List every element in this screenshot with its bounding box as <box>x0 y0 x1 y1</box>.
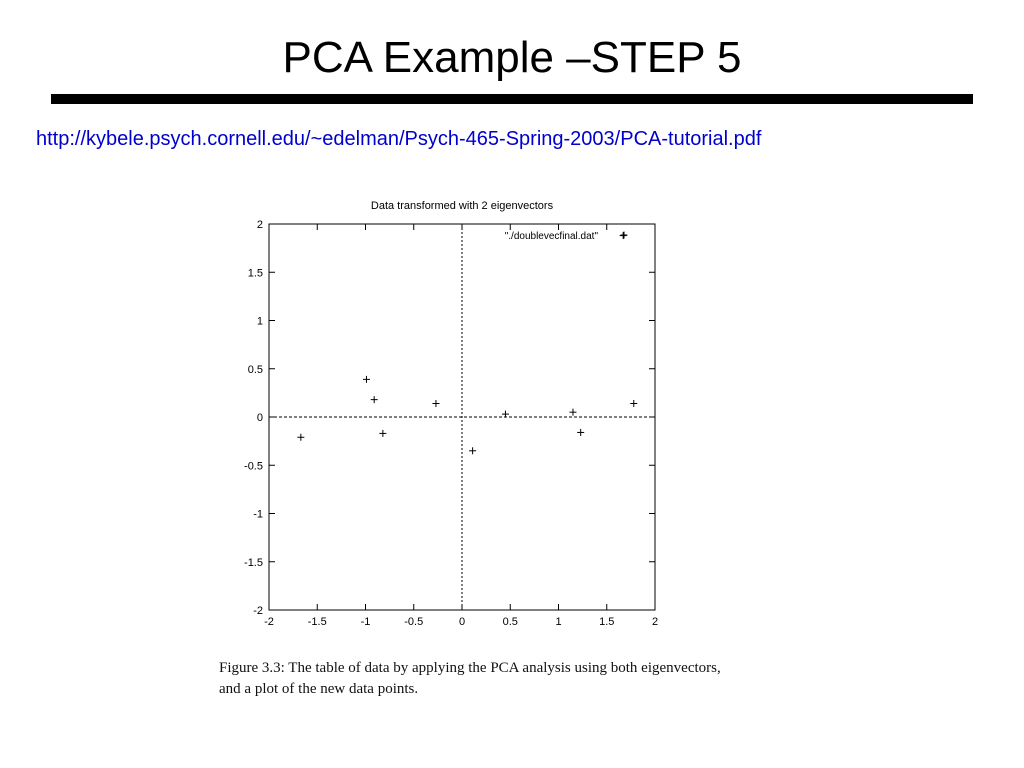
y-tick-label: 0 <box>256 412 263 424</box>
data-point <box>577 429 584 436</box>
y-tick-label: 1.5 <box>247 267 263 280</box>
data-point <box>363 376 370 383</box>
ticks-layer <box>244 219 658 628</box>
scatter-chart <box>220 190 680 640</box>
data-point <box>469 447 476 454</box>
x-tick-label: 2 <box>651 616 659 628</box>
data-point <box>379 430 386 437</box>
data-point <box>502 411 509 418</box>
legend <box>505 231 628 242</box>
chart-title: Data transformed with 2 eigenvectors <box>370 200 554 212</box>
points-layer <box>297 232 637 454</box>
y-tick-label: -1 <box>253 508 263 521</box>
x-tick-label: -1 <box>360 616 371 628</box>
data-point <box>432 400 439 407</box>
x-tick-label: 0.5 <box>502 616 518 628</box>
x-tick-label: -1.5 <box>307 616 327 628</box>
data-point <box>371 396 378 403</box>
y-tick-label: 0.5 <box>247 363 263 376</box>
data-point <box>620 232 627 239</box>
figure-caption <box>219 658 859 700</box>
y-tick-label: -0.5 <box>244 460 263 473</box>
chart-svg <box>220 190 680 640</box>
x-tick-label: -2 <box>264 616 274 628</box>
y-tick-label: -1.5 <box>244 556 263 569</box>
y-tick-label: -2 <box>253 605 263 617</box>
x-tick-label: 1 <box>555 616 562 628</box>
legend-label: "./doublevecfinal.dat" <box>504 231 598 242</box>
data-point <box>297 434 304 441</box>
caption-line-2: and a plot of the new data points. <box>219 681 419 697</box>
data-point <box>569 409 576 416</box>
zero-axes-layer <box>269 224 655 610</box>
x-tick-label: 1.5 <box>599 616 615 628</box>
title-rule <box>51 94 973 104</box>
x-tick-label: -0.5 <box>404 616 424 628</box>
y-tick-label: 2 <box>256 219 263 231</box>
source-link[interactable]: http://kybele.psych.cornell.edu/~edelman/Psych-465-Spring-2003/PCA-tutorial.pdf <box>36 128 762 150</box>
data-point <box>630 400 637 407</box>
x-tick-label: 0 <box>458 616 466 628</box>
slide-title: PCA Example –STEP 5 <box>282 33 742 82</box>
y-tick-label: 1 <box>256 315 263 328</box>
caption-line-1: Figure 3.3: The table of data by applying the PCA analysis using both eigenvectors, <box>219 660 721 676</box>
